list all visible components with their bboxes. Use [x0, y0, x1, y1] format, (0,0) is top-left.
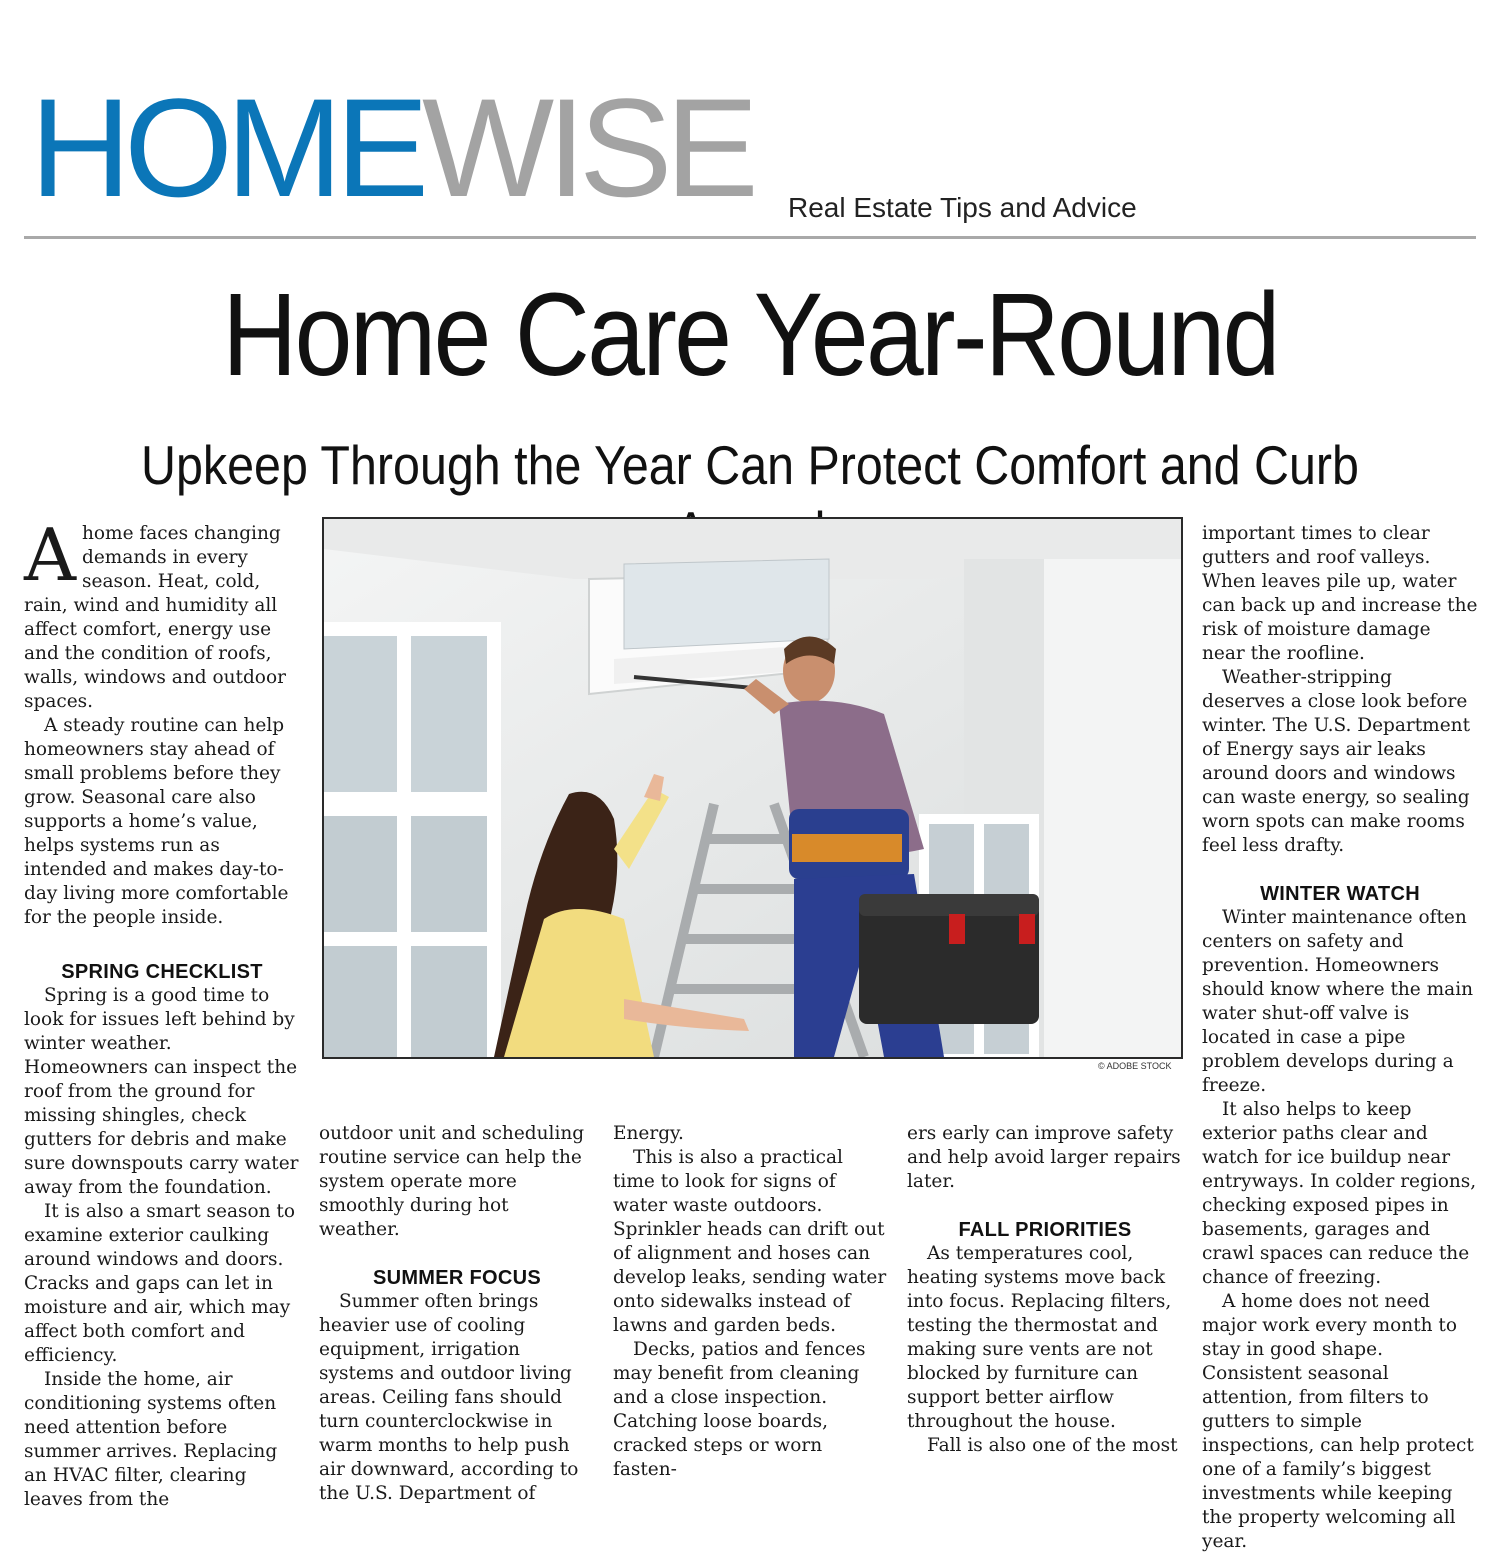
spring-heading: SPRING CHECKLIST [61, 961, 263, 983]
spring-paragraph-1: Spring is a good time to look for issues left behind by winter weather. Homeowners can inspect the roof from the ground for missing shingles, check gutters for debris and make sure downspouts carry water away from the foundation. [24, 985, 299, 1198]
photo-credit: © ADOBE STOCK [1098, 1061, 1172, 1071]
col3-paragraph-1: Energy. [613, 1123, 684, 1144]
col3-paragraph-2: This is also a practical time to look for signs of water waste outdoors. Sprinkler heads can drift out of alignment and hoses can develop leaks, sending water onto sidewalks instead of lawns and garden beds. [613, 1147, 887, 1336]
article-photo [322, 517, 1183, 1059]
col3-paragraph-3: Decks, patios and fences may benefit from cleaning and a close inspection. Catching loose boards, cracked steps or worn fasten- [613, 1339, 866, 1480]
fall-heading: FALL PRIORITIES [958, 1219, 1132, 1241]
fall-paragraph-1: As temperatures cool, heating systems move back into focus. Replacing filters, testing the thermostat and making sure vents are not blocked by furniture can support better airflow throughout the house. [907, 1243, 1172, 1432]
column-3 [613, 1122, 889, 1482]
col4-paragraph-1: ers early can improve safety and help avoid larger repairs later. [907, 1123, 1181, 1192]
masthead-wise: WISE [422, 69, 752, 226]
col5-paragraph-2: Weather-stripping deserves a close look before winter. The U.S. Department of Energy says air leaks around doors and windows can waste energy, so sealing worn spots can make rooms feel less drafty. [1202, 667, 1471, 856]
masthead-home: HOME [30, 69, 422, 226]
winter-paragraph-1: Winter maintenance often centers on safety and prevention. Homeowners should know where the main water shut-off valve is located in case a pipe problem develops during a freeze. [1202, 907, 1474, 1096]
summer-heading: SUMMER FOCUS [372, 1267, 542, 1289]
intro-paragraph-2: A steady routine can help homeowners stay ahead of small problems before they grow. Seasonal care also supports a home’s value, helps systems run as intended and makes day-to-day living more comfortable for the people inside. [24, 715, 289, 928]
intro-paragraph-1: Ahome faces changing demands in every season. Heat, cold, rain, wind and humidity all affect comfort, energy use and the condition of roofs, walls, windows and outdoor spaces. [24, 513, 286, 712]
fall-paragraph-2: Fall is also one of the most [927, 1435, 1178, 1456]
column-4 [907, 1122, 1183, 1458]
masthead-divider [24, 236, 1476, 239]
winter-heading: WINTER WATCH [1260, 883, 1420, 905]
spring-paragraph-2: It is also a smart season to examine exterior caulking around windows and doors. Cracks and gaps can let in moisture and air, which may affect both comfort and efficiency. [24, 1201, 295, 1366]
winter-paragraph-2: It also helps to keep exterior paths clear and watch for ice buildup near entryways. In colder regions, checking exposed pipes in basements, garages and crawl spaces can reduce the chance of freezing. [1202, 1099, 1477, 1288]
masthead-logo [30, 69, 752, 226]
winter-paragraph-3: A home does not need major work every month to stay in good shape. Consistent seasonal attention, from filters to gutters to simple inspections, can help protect one of a family’s biggest investments while keeping the property welcoming all year. [1202, 1291, 1474, 1552]
column-5 [1202, 522, 1478, 1554]
article-headline: Home Care Year-Round [222, 269, 1278, 401]
col5-paragraph-1: important times to clear gutters and roof valleys. When leaves pile up, water can back up and increase the risk of moisture damage near the roofline. [1202, 523, 1478, 664]
summer-paragraph-1: Summer often brings heavier use of cooling equipment, irrigation systems and outdoor living areas. Ceiling fans should turn counterclockwise in warm months to help push air downward, according to the U.S. Department of [319, 1291, 579, 1504]
col2-paragraph-1: outdoor unit and scheduling routine service can help the system operate more smoothly during hot weather. [319, 1123, 585, 1240]
drop-cap: A [24, 513, 76, 597]
column-1 [24, 513, 300, 1512]
masthead-tagline: Real Estate Tips and Advice [788, 192, 1137, 223]
article-subhead: Upkeep Through the Year Can Protect Comfort and Curb [141, 434, 1359, 496]
spring-paragraph-3: Inside the home, air conditioning systems often need attention before summer arrives. Replacing an HVAC filter, clearing leaves from the [24, 1369, 278, 1510]
window-left [324, 629, 494, 1057]
column-2 [319, 1122, 595, 1506]
